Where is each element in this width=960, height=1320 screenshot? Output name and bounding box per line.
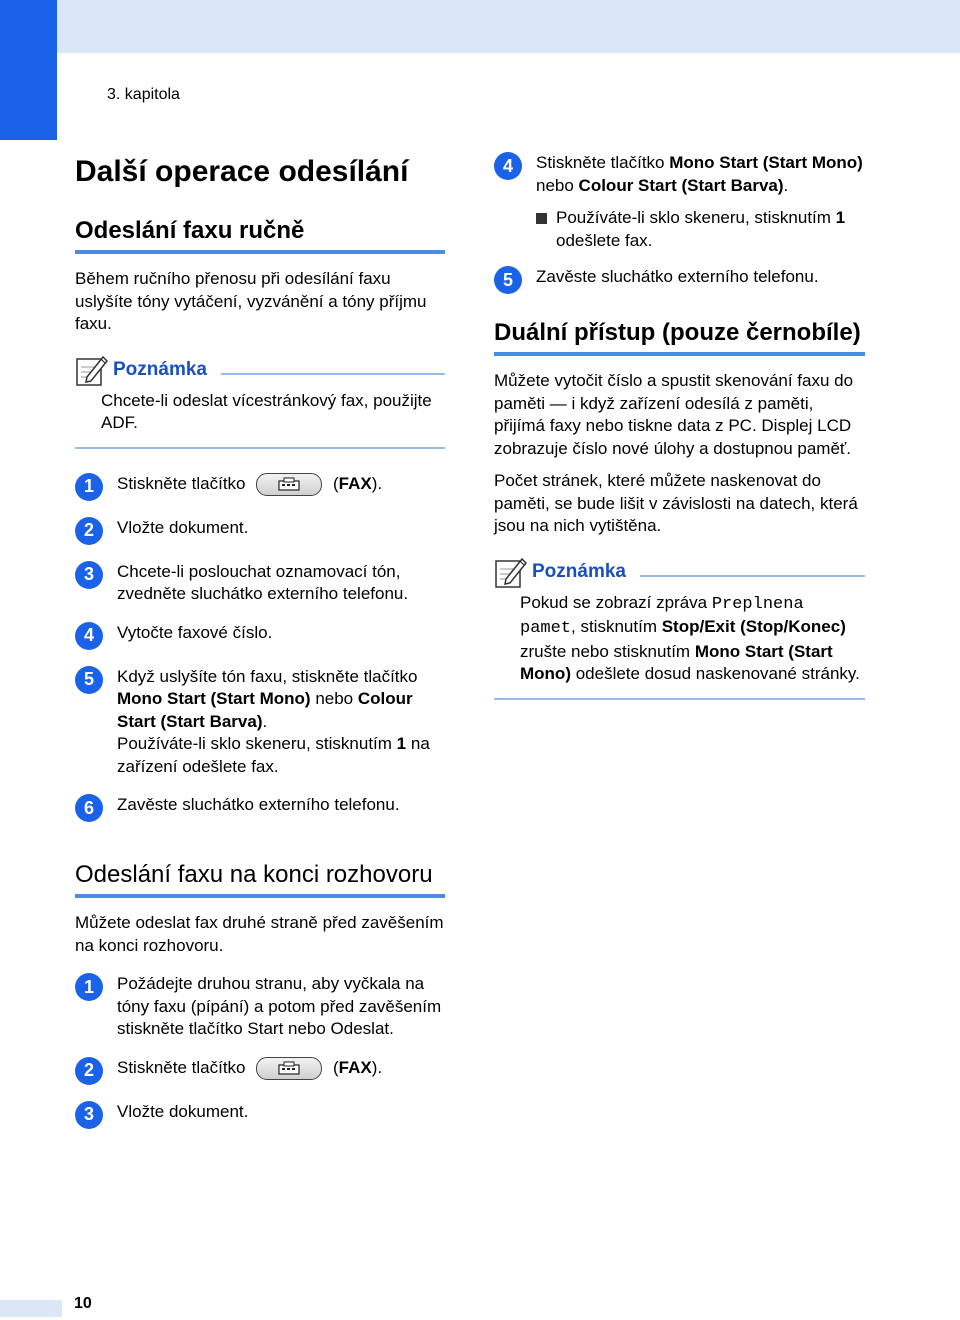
fax-label: FAX	[338, 473, 372, 493]
pencil-note-icon	[75, 353, 109, 387]
text: 1	[835, 208, 846, 227]
step-text: Požádejte druhou stranu, aby vyčkala na tóny faxu (pípání) a potom před zavěšením stiskněte tlačítko Start nebo Odeslat.	[117, 974, 442, 1038]
step-number: 3	[75, 561, 103, 589]
step-text: Stiskněte tlačítko	[117, 473, 246, 493]
step-number: 4	[75, 622, 103, 650]
text: zrušte nebo stisknutím	[520, 641, 695, 661]
fax-button-icon	[256, 473, 322, 496]
end-call-step-3	[75, 1101, 445, 1129]
step-text: Zavěste sluchátko externího telefonu.	[117, 795, 400, 814]
text: .	[262, 711, 268, 731]
right-column	[494, 152, 865, 700]
step-number: 3	[75, 1101, 103, 1129]
note-box-dual	[494, 552, 865, 700]
step-number: 2	[75, 517, 103, 545]
text: Mono Start (Start Mono)	[117, 689, 311, 708]
step-text: Vložte dokument.	[117, 1101, 249, 1121]
lcd-message: Preplnena pamet	[520, 594, 804, 638]
end-call-step-4	[494, 152, 865, 197]
manual-step-6	[75, 794, 445, 822]
step-text: Zavěste sluchátko externího telefonu.	[536, 267, 819, 286]
text: odešlete dosud naskenované stránky.	[570, 664, 860, 683]
text: odešlete fax.	[556, 230, 653, 250]
manual-step-1	[75, 473, 445, 501]
note-bottom-rule	[75, 447, 445, 449]
text: Používáte-li sklo skeneru, stisknutím	[117, 734, 397, 753]
manual-intro: Během ručního přenosu při odesílání faxu uslyšíte tóny vytáčení, vyzvánění a tóny příjmu faxu.	[75, 269, 427, 333]
text: 1	[396, 734, 407, 753]
text: Colour Start (Start Barva)	[578, 175, 784, 195]
text: Mono Start (Start Mono)	[669, 153, 863, 172]
paren: ).	[371, 473, 383, 493]
bullet-item	[494, 207, 865, 252]
fax-button-icon	[256, 1057, 322, 1080]
paren: (	[332, 1057, 339, 1077]
manual-step-3	[75, 561, 445, 606]
page-number-band	[0, 1300, 62, 1317]
note-title: Poznámka	[532, 560, 626, 582]
step-text: Stiskněte tlačítko	[117, 1057, 246, 1077]
section-heading-end-call: Odeslání faxu na konci rozhovoru	[75, 860, 445, 898]
step-number: 2	[75, 1057, 103, 1085]
pencil-note-icon	[494, 555, 528, 589]
fax-icon	[278, 1061, 300, 1075]
paren: (	[332, 473, 339, 493]
end-call-step-1	[75, 973, 445, 1041]
end-call-step-5	[494, 266, 865, 294]
note-bottom-rule	[494, 698, 865, 700]
step-number: 1	[75, 473, 103, 501]
left-column	[75, 152, 445, 1129]
dual-paragraph-2: Počet stránek, které můžete naskenovat do paměti, se bude lišit v závislosti na datech, která jsou na nich vytištěna.	[494, 471, 858, 535]
step-number: 4	[494, 152, 522, 180]
end-call-intro: Můžete odeslat fax druhé straně před zavěšením na konci rozhovoru.	[75, 913, 444, 955]
manual-step-4	[75, 622, 445, 650]
paren: ).	[371, 1057, 383, 1077]
text: nebo	[536, 175, 579, 195]
step-text: Chcete-li poslouchat oznamovací tón, zvedněte sluchátko externího telefonu.	[117, 561, 409, 603]
dual-paragraph-1: Můžete vytočit číslo a spustit skenování faxu do paměti — i když zařízení odesílá z paměti, přijímá faxy nebo tiskne data z PC. Displej LCD zobrazuje číslo nové úlohy a dostupnou paměť.	[494, 371, 854, 458]
end-call-step-2	[75, 1057, 445, 1085]
text: Stop/Exit (Stop/Konec)	[661, 617, 846, 636]
bullet-text	[556, 207, 865, 252]
step-text	[117, 666, 445, 779]
page-title: Další operace odesílání	[75, 155, 409, 188]
page-number: 10	[74, 1295, 92, 1312]
note-title: Poznámka	[113, 358, 207, 380]
section-heading-dual-access: Duální přístup (pouze černobíle)	[494, 318, 865, 356]
manual-step-5	[75, 666, 445, 779]
step-text	[536, 152, 865, 197]
text: Stiskněte tlačítko	[536, 153, 670, 172]
note-text	[494, 592, 865, 686]
section-heading-manual: Odeslání faxu ručně	[75, 216, 445, 254]
step-number: 5	[494, 266, 522, 294]
chapter-label: 3. kapitola	[107, 86, 180, 103]
text: Colour Start (Start Barva)	[117, 689, 413, 731]
text: nebo	[310, 689, 358, 708]
note-box-manual	[75, 350, 445, 449]
step-number: 1	[75, 973, 103, 1001]
top-header-band	[0, 0, 960, 53]
step-number: 5	[75, 666, 103, 694]
text: na zařízení odešlete fax.	[117, 734, 430, 776]
text: Mono Start (Start Mono)	[520, 641, 833, 683]
text: Používáte-li sklo skeneru, stisknutím	[556, 208, 836, 227]
note-text: Chcete-li odeslat vícestránkový fax, použijte ADF.	[101, 390, 432, 432]
fax-icon	[278, 477, 300, 491]
step-number: 6	[75, 794, 103, 822]
text: , stisknutím	[571, 617, 662, 636]
manual-step-2	[75, 517, 445, 545]
step-text: Vytočte faxové číslo.	[117, 622, 273, 642]
square-bullet-icon	[536, 213, 547, 224]
note-rule	[221, 373, 445, 375]
step-text: Vložte dokument.	[117, 517, 249, 537]
note-rule	[640, 575, 865, 577]
text: .	[783, 175, 789, 195]
chapter-side-tab	[0, 0, 57, 140]
text: Pokud se zobrazí zpráva	[520, 592, 712, 612]
fax-label: FAX	[338, 1057, 372, 1077]
text: Když uslyšíte tón faxu, stiskněte tlačítko	[117, 666, 418, 686]
